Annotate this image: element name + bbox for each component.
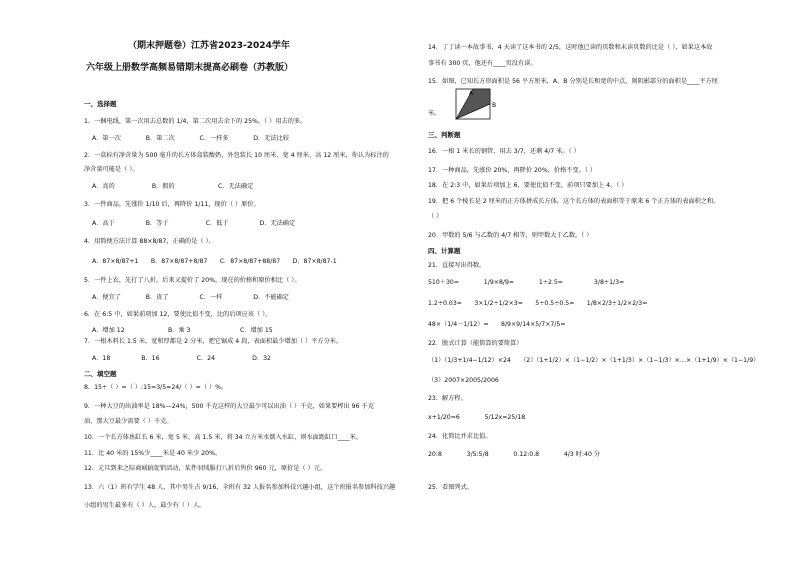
question-line: 8．15÷（ ）=（ ）:15=3/5=24/（ ）=（ ）%。 [84, 384, 228, 391]
question-line: 18．在 2:3 中，如果后项加上 6，要使比值不变，前项只要加上 4。（ ） [428, 182, 628, 189]
question-line: 1．一捆电线，第一次用去总数的 1/4，第二次用去余下的 25%，（ ）用去的多。 [84, 118, 307, 125]
question-line: 9．一种大豆的出油率是 18%—24%，500 千克这样的大豆最少可以出油（ ）千克，如果要榨出 96 千克 [84, 403, 374, 410]
option-line: A．真的 B．假的 C．无法确定 [92, 183, 254, 190]
calc-line: x+1/20=6 5/12x=25/18 [428, 414, 526, 421]
question-line: 23．解方程。 [428, 395, 467, 402]
option-line: A．第一次 B．第二次 C．一样多 D．无法比较 [92, 135, 289, 142]
option-line: A．增加 12 B．乘 3 C．增加 15 [92, 327, 273, 334]
calc-line: 1.2÷0.03= 3×1/2÷1/2×3= 5÷0.5÷0.5= 1/8×2/3÷1/2×2/3= [428, 300, 648, 307]
rectangle-figure [455, 88, 505, 122]
section-heading: 二、填空题 [84, 370, 117, 378]
option-line: A．便宜了 B．贵了 C．一样 D．不能确定 [92, 294, 289, 301]
question-line: 4．用简便方法计算 88×8/87，正确的是（ ）。 [84, 238, 215, 245]
point-b-label: B [492, 102, 497, 109]
question-line: 16．一根 1 米长的钢管，用去 3/7，还剩 4/7 米。（ ） [428, 148, 580, 155]
section-heading: 一、选择题 [84, 100, 117, 108]
question-line: 5．一件上衣，先打了八折，后来又提价了 20%，现在的价格和原价相比（ ）。 [84, 277, 301, 284]
option-line: A．18 B．16 C．24 D．32 [92, 355, 271, 362]
question-line: 14．丁丁读一本故事书，4 天读了这本书的 2/5，这时他已读的页数和未读页数的比是（ ），如果这本故 [428, 44, 713, 51]
question-line: 13．六（1）班有学生 48 人，其中男生占 9/16，全班有 32 人报名参加科技兴趣小组，这个班报名参加科技兴趣 [84, 484, 396, 491]
question-line: 21．直接写出得数。 [428, 262, 486, 269]
question-line: 19．把 6 个棱长是 2 厘米的正方体拼成长方体，这个长方体的表面积等于原来 6 个正方体的表面积之和。 [428, 198, 720, 205]
title-line-2: 六年级上册数学高频易错期末提高必刷卷（苏教版） [86, 63, 294, 73]
question-line: 25．看图列式。 [428, 484, 473, 491]
question-line: 米。 [428, 110, 441, 117]
question-line: 22．脱式计算（能简算的要简算） [428, 340, 523, 347]
question-line: 24．化简比并求比值。 [428, 433, 492, 440]
calc-line: 510＋30= 1/9×8/9= 1÷2.5= 3/8÷1/3= [428, 279, 625, 286]
question-line: 油，那大豆最少需要（ ）千克。 [84, 418, 173, 425]
question-line: （ ） [428, 213, 443, 220]
question-line: 2．一盒标有净含量为 500 毫升的长方体盒装酸奶，外包装长 10 厘米、宽 4 厘米、高 12 厘米，你认为标注的 [84, 152, 389, 159]
question-line: 小组的男生最多有（ ）人，最少有（ ）人。 [84, 502, 206, 509]
question-line: 15．如图，已知长方形面积是 56 平方厘米，A、B 分别是长和宽的中点，则阴影部分的面积是____平方厘 [428, 78, 718, 85]
option-line: A．高于 B．等于 C．低于 D．无法确定 [92, 220, 296, 227]
question-line: 11．比 40 米的 15%少____米是 40 米少 20%。 [84, 450, 222, 457]
calc-line: 48×（1/4－1/12）= 8/9×9/14×5/7×7/5= [428, 321, 566, 328]
point-a-label: A [469, 90, 474, 97]
question-line: 净含量可能是（ ）。 [84, 166, 139, 173]
title-line-1: （期末押题卷）江苏省2023-2024学年 [128, 41, 290, 51]
calc-line: 20:8 3/5:5/8 0.12:0.8 4/3 时:40 分 [428, 451, 601, 458]
option-line: A．87×8/87+1 B．87×8/87+8/87 C．87×8/87+88/87 D．87×8/87-1 [92, 258, 337, 265]
section-heading: 四、计算题 [428, 247, 461, 255]
question-line: 17．一种商品，先涨价 20%，再降价 20%，价格不变。（ ） [428, 167, 597, 174]
question-line: 3．一件商品，先涨价 1/10 后，再降价 1/11，现价（ ）原价。 [84, 201, 260, 208]
question-line: 7．一根木料长 1.5 米，宽和厚都是 2 分米，把它锯成 4 段，表面积最少增加（ ）平方分米。 [84, 338, 343, 345]
calc-line: （3）2007×2005/2006 [428, 377, 499, 384]
question-line: 6．在 6:5 中，如果前项加 12，要使比值不变，比的后项应该（ ）。 [84, 311, 272, 318]
section-heading: 三、判断题 [428, 131, 461, 139]
calc-line: （1）（1/3+1/4−1/12）×24 （2）（1+1/2）×（1−1/2）×（1+1/3）×（1−1/3）×…×（1+1/9）×（1−1/9） [428, 357, 760, 364]
question-line: 10．一个长方体鱼缸长 6 米，宽 5 米，高 1.5 米，将 34 立方米水倒入水缸，则水面距缸口____米。 [84, 434, 363, 441]
question-line: 12．元旦到来之际商城搞促销活动，某件羽绒服打八折后售价 960 元，原价是（ ）元。 [84, 465, 327, 472]
question-line: 事书有 300 页，他还有____页没有读。 [428, 60, 537, 67]
question-line: 20．甲数的 5/6 与乙数的 4/7 相等，则甲数大于乙数。（ ） [428, 232, 593, 239]
